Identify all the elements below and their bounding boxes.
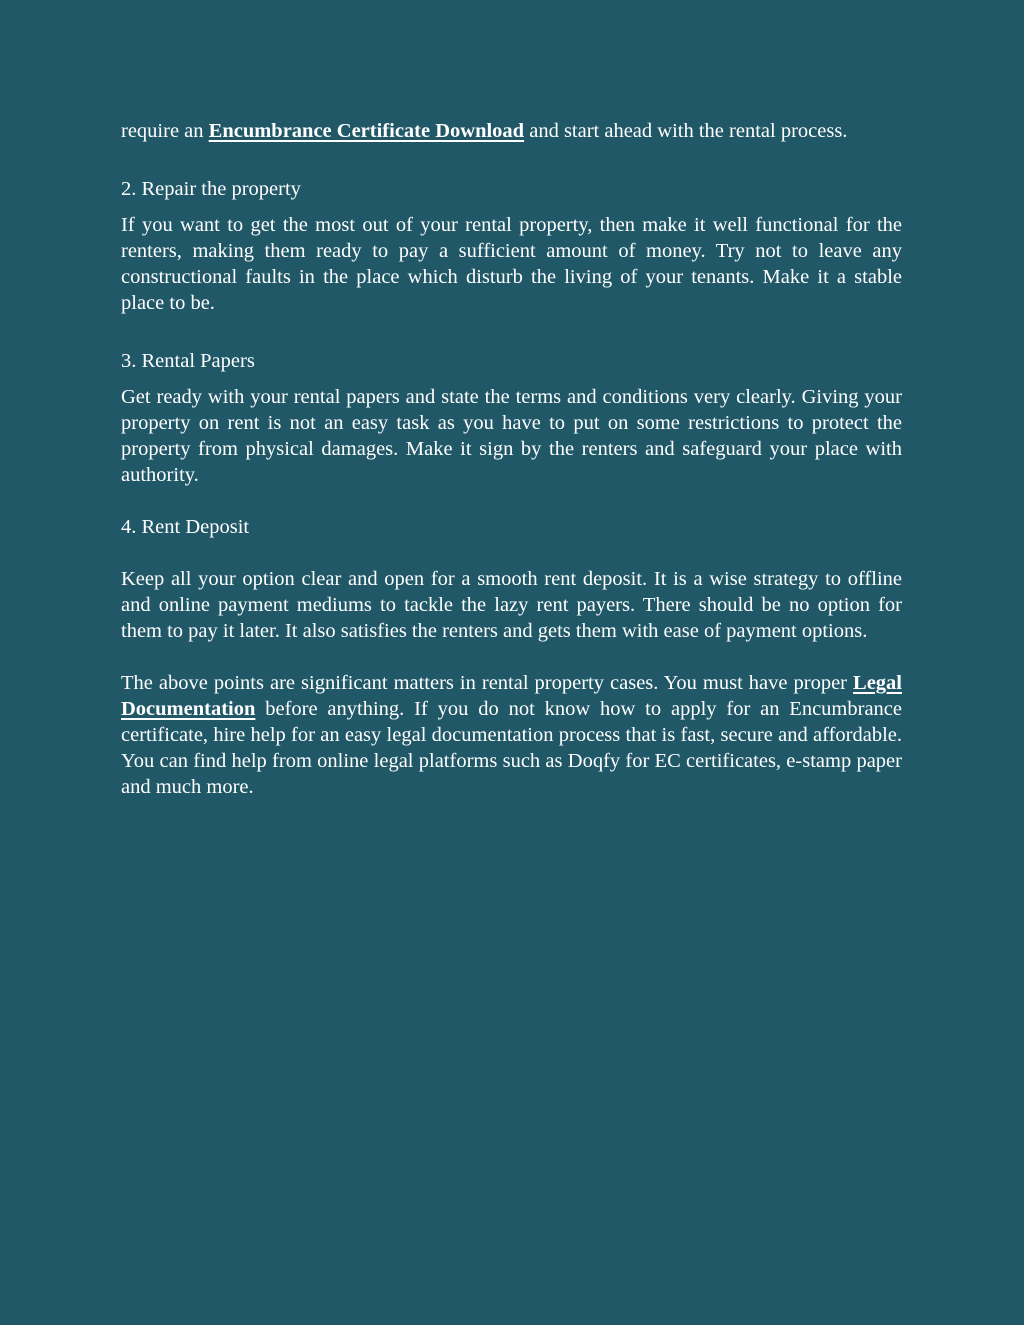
conclusion-paragraph [121, 670, 902, 800]
section-body-rental-papers: Get ready with your rental papers and state the terms and conditions very clearly. Giving your property on rent is not an easy task as you have to put on some restrictions to protect the property from physical damages. Make it sign by the renters and safeguard your place with authority. [121, 386, 902, 486]
section-heading-repair: 2. Repair the property [121, 178, 301, 200]
section-heading-rent-deposit: 4. Rent Deposit [121, 516, 250, 538]
section-body-repair: If you want to get the most out of your rental property, then make it well functional for the renters, making them ready to pay a sufficient amount of money. Try not to leave any constructional faults in the place which disturb the living of your tenants. Make it a stable place to be. [121, 214, 902, 314]
conclusion-text-before: The above points are significant matters in rental property cases. You must have proper [121, 672, 854, 694]
encumbrance-certificate-download-link[interactable]: Encumbrance Certificate Download [208, 120, 525, 142]
intro-text-after: and start ahead with the rental process. [524, 120, 848, 142]
legal-documentation-link[interactable]: Legal Documentation [121, 672, 902, 720]
intro-paragraph [121, 118, 902, 144]
document-page [121, 118, 902, 800]
section-heading-rental-papers: 3. Rental Papers [121, 350, 255, 372]
intro-text-before: require an [121, 120, 209, 142]
conclusion-text-after: before anything. If you do not know how to apply for an Encumbrance certificate, hire help for an easy legal documentation process that is fast, secure and affordable. You can find help from online legal platforms such as Doqfy for EC certificates, e-stamp paper and much more. [121, 698, 902, 798]
section-body-rent-deposit: Keep all your option clear and open for a smooth rent deposit. It is a wise strategy to offline and online payment mediums to tackle the lazy rent payers. There should be no option for them to pay it later. It also satisfies the renters and gets them with ease of payment options. [121, 568, 902, 642]
